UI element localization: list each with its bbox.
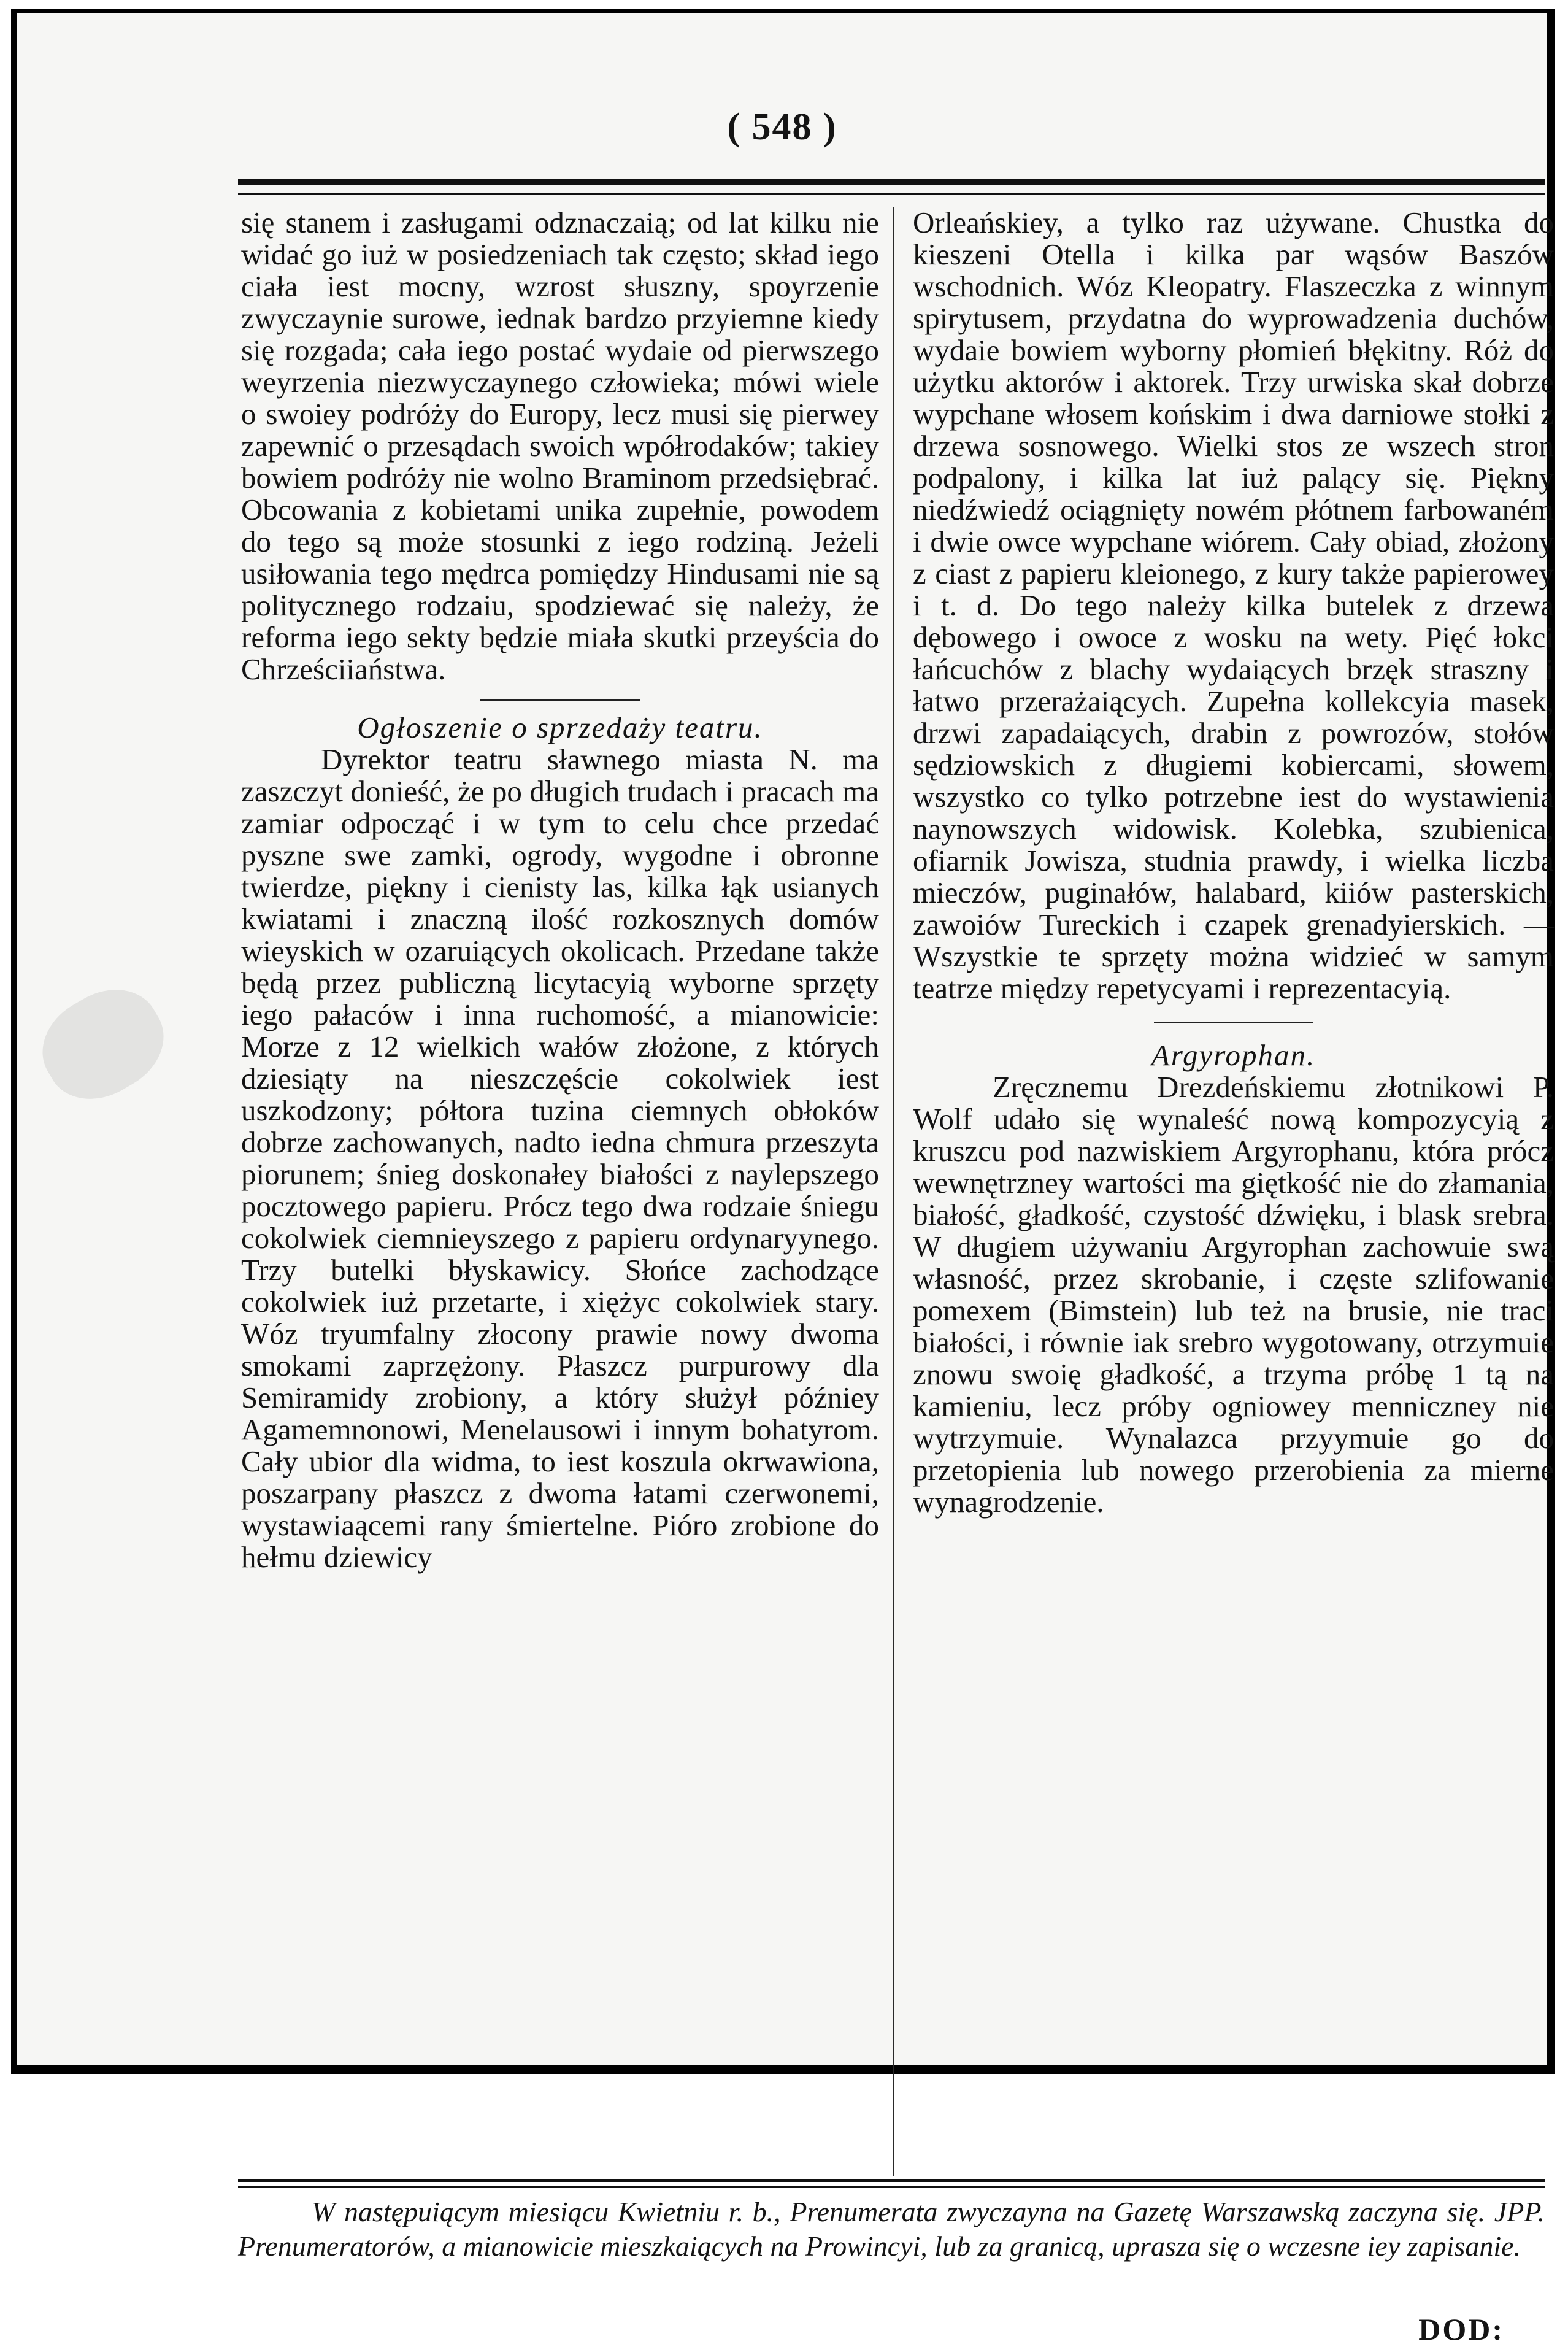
subscription-notice [238, 2195, 1545, 2264]
left-column [241, 207, 894, 2176]
page-smudge [25, 971, 180, 1118]
article-heading-argyrophan: Argyrophan. [1151, 1038, 1316, 1072]
left-paragraph-continued: się stanem i zasługami odznaczaią; od lat kilku nie widać go iuż w posiedzeniach tak często; skład iego ciała iest mocny, wzrost słuszny, spoyrzenie zwyczaynie surowe, iednak bardzo przyiemne kiedy się rozgada; cała iego postać wydaie od pierwszego weyrzenia niezwyczaynego człowieka; mówi wiele o swoiey podróży do Europy, lecz musi się pierwey zapewnić o przesądach swoich wpółrodaków; takiey bowiem podróży nie wolno Braminom przedsiębrać. Obcowania z kobietami unika zupełnie, powodem do tego są może stosunki z iego rodziną. Jeżeli usiłowania tego mędrca pomiędzy Hindusami nie są politycznego rodzaiu, spodziewać się należy, że reforma iego sekty będzie miała skutki przeyścia do Chrześciiaństwa. [241, 206, 879, 686]
right-column [913, 207, 1554, 1784]
section-separator [480, 699, 640, 701]
header-rule [238, 179, 1545, 195]
theatre-sale-text: Dyrektor teatru sławnego miasta N. ma zaszczyt donieść, że po długich trudach i pracach ma zamiar odpocząć i w tym to celu chce przedać pyszne swe zamki, ogrody, wygodne i obronne twierdze, piękny i cienisty las, kilka łąk usianych kwiatami i znaczną ilość rozkosznych domów wieyskich w ozaruiących okolicach. Przedane także będą przez publiczną licytacyią wyborne sprzęty iego pałaców i inna ruchomość, a mianowicie: Morze z 12 wielkich wałów złożone, z których dziesiąty na nieszczęście cokolwiek iest uszkodzony; półtora tuzina ciemnych obłoków dobrze zachowanych, nadto iedna chmura przeszyta piorunem; śnieg doskonałey białości z naylepszego pocztowego papieru. Prócz tego dwa rodzaie śniegu cokolwiek ciemnieyszego z papieru ordynaryynego. Trzy butelki błyskawicy. Słońce zachodzące cokolwiek iuż przetarte, i xiężyc cokolwiek stary. Wóz tryumfalny złocony prawie nowy dwoma smokami zaprzężony. Płaszcz purpurowy dla Semiramidy zrobiony, a który służył późniey Agamemnonowi, Menelausowi i innym bohatyrom. Cały ubior dla widma, to iest koszula okrwawiona, poszarpany płaszcz z dwoma łatami czerwonemi, wystawiaącemi rany śmiertelne. Pióro zrobione do hełmu dziewicy [241, 742, 879, 1574]
page-frame [11, 9, 1555, 2346]
footer-rule [238, 2179, 1545, 2188]
article-heading-theatre-sale: Ogłoszenie o sprzedaży teatru. [357, 711, 763, 744]
page-number: ( 548 ) [727, 106, 837, 148]
theatre-sale-continued: Orleańskiey, a tylko raz używane. Chustka do kieszeni Otella i kilka par wąsów Baszów wschodnich. Wóz Kleopatry. Flaszeczka z winnym spirytusem, przydatna do wyprowadzenia duchów, wydaie bowiem wyborny płomień błękitny. Róż do użytku aktorów i aktorek. Trzy urwiska skał dobrze wypchane włosem końskim i dwa darniowe stołki z drzewa sosnowego. Wielki stos ze wszech stron podpalony, i kilka lat iuż palący się. Piękny niedźwiedź ociągnięty nowém płótnem farbowaném i dwie owce wypchane wiórem. Cały obiad, złożony z ciast z papieru kleionego, z kury także papierowey i t. d. Do tego należy kilka butelek z drzewa dębowego i owoce z wosku na wety. Pięć łokci łańcuchów z blachy wydaiących brzęk straszny i łatwo przerażaiących. Zupełna kollekcyia masek, drzwi zapadaiących, drabin z powrozów, stołów sędziowskich z długiemi kobiercami, słowem, wszystko co tylko potrzebne iest do wystawienia naynowszych widowisk. Kolebka, szubienica, ofiarnik Jowisza, studnia prawdy, i wielka liczba mieczów, puginałów, halabard, kiiów pasterskich, zawoiów Tureckich i czapek grenadyierskich. — Wszystkie te sprzęty można widzieć w samym teatrze między repetycyami i reprezentacyią. [913, 206, 1554, 1005]
section-separator [1154, 1022, 1313, 1023]
catchword: DOD: [1418, 2312, 1504, 2346]
subscription-notice-text: W następuiącym miesiącu Kwietniu r. b., Prenumerata zwyczayna na Gazetę Warszawską zaczyna się. JPP. Prenumeratorów, a mianowicie mieszkaiących na Prowincyi, lub za granicą, uprasza się o wczesne iey zapisanie. [238, 2196, 1545, 2262]
argyrophan-text: Zręcznemu Drezdeńskiemu złotnikowi P. Wolf udało się wynaleść nową kompozycyią z kruszcu pod nazwiskiem Argyrophanu, która prócz wewnętrzney wartości ma giętkość nie do złamania, białość, gładkość, czystość dźwięku, i blask srebra. W długiem używaniu Argyrophan zachowuie swą własność, przez skrobanie, i częste szlifowanie pomexem (Bimstein) lub też na brusie, nie traci białości, i równie iak srebro wygotowany, otrzymuie znowu swoię gładkość, a trzyma próbę 1 tą na kamieniu, lecz próby ogniowey menniczney nie wytrzymuie. Wynalazca przyymuie go do przetopienia lub nowego przerobienia za mierne wynagrodzenie. [913, 1070, 1554, 1519]
